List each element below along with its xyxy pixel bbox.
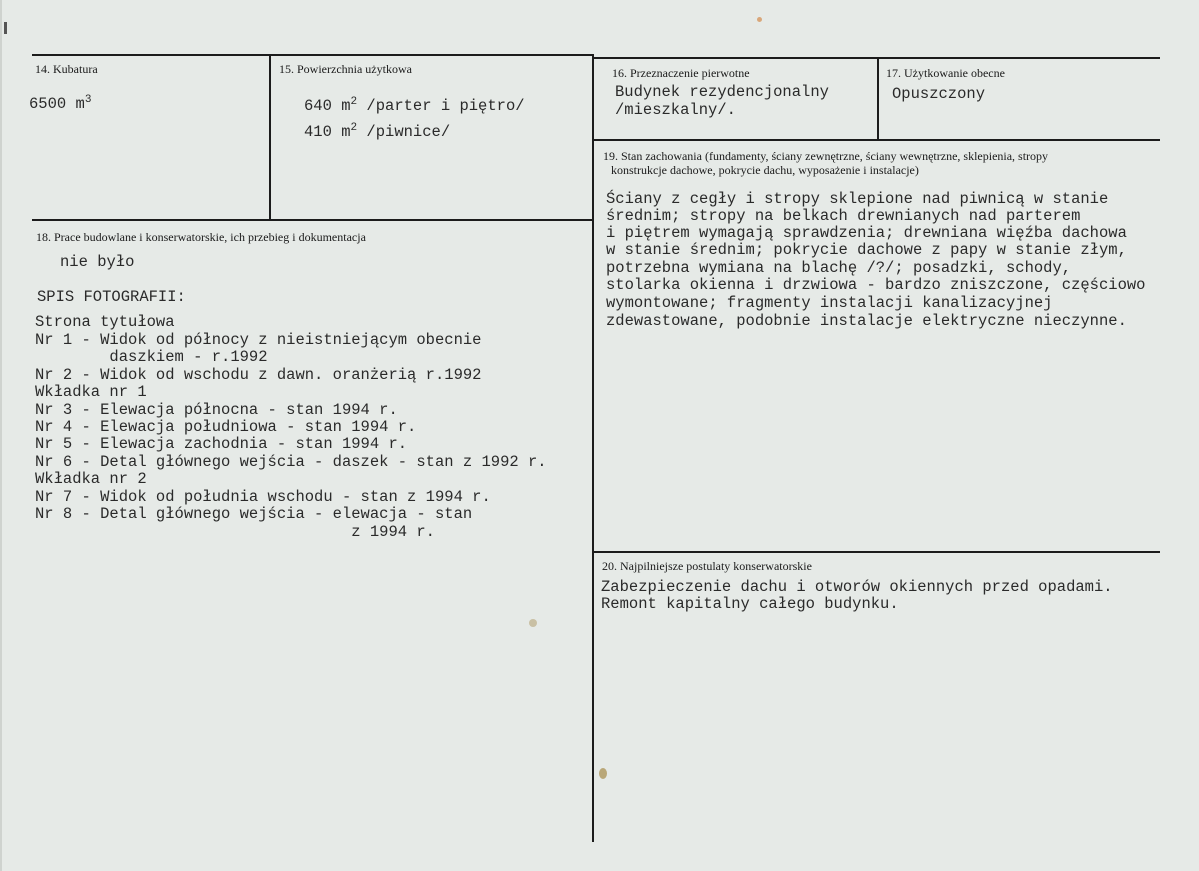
photo-list-item: Nr 4 - Elewacja południowa - stan 1994 r. bbox=[35, 418, 417, 436]
divider-16-17 bbox=[877, 57, 879, 140]
field-15-row2 bbox=[304, 124, 450, 142]
photo-list-item: Wkładka nr 2 bbox=[35, 470, 147, 488]
field-19-line-8: zdewastowane, podobnie instalacje elektryczne nieczynne. bbox=[606, 312, 1127, 330]
area-1-exponent: 2 bbox=[350, 96, 358, 108]
paper-speck bbox=[757, 17, 762, 22]
field-20-line-2: Remont kapitalny całego budynku. bbox=[601, 595, 899, 613]
photo-list-item: Nr 2 - Widok od wschodu z dawn. oranżerią r.1992 bbox=[35, 366, 482, 384]
area-1-number: 640 m bbox=[304, 97, 351, 115]
photo-list-item: Nr 5 - Elewacja zachodnia - stan 1994 r. bbox=[35, 435, 408, 453]
divider-14-15 bbox=[269, 54, 271, 220]
field-20-line-1: Zabezpieczenie dachu i otworów okiennych przed opadami. bbox=[601, 578, 1113, 596]
photos-heading: SPIS FOTOGRAFII: bbox=[37, 288, 186, 306]
paper-speck bbox=[599, 768, 607, 779]
field-19-line-4: w stanie średnim; pokrycie dachowe z papy w stanie złym, bbox=[606, 241, 1127, 259]
area-2-text: /piwnice/ bbox=[357, 123, 451, 141]
field-19-label-line-2: konstrukcje dachowe, pokrycie dachu, wyposażenie i instalacje) bbox=[611, 163, 919, 177]
kubatura-exponent: 3 bbox=[84, 94, 92, 106]
rule-under-14-15 bbox=[32, 219, 594, 221]
field-18-value: nie było bbox=[60, 253, 135, 271]
field-19-line-3: i piętrem wymagają sprawdzenia; drewniana więźba dachowa bbox=[606, 224, 1127, 242]
field-19-line-7: wymontowane; fragmenty instalacji kanalizacyjnej bbox=[606, 294, 1053, 312]
photo-list-item: Nr 3 - Elewacja północna - stan 1994 r. bbox=[35, 401, 398, 419]
photo-list-item: Nr 8 - Detal głównego wejścia - elewacja - stan bbox=[35, 505, 473, 523]
card-edge-mark bbox=[4, 22, 7, 34]
field-15-label: 15. Powierzchnia użytkowa bbox=[279, 62, 412, 76]
area-2-exponent: 2 bbox=[350, 122, 358, 134]
rule-above-20 bbox=[594, 551, 1160, 553]
photo-list-item: z 1994 r. bbox=[35, 523, 435, 541]
area-2-number: 410 m bbox=[304, 123, 351, 141]
field-19-line-5: potrzebna wymiana na blachę /?/; posadzki, schody, bbox=[606, 259, 1072, 277]
divider-main bbox=[592, 54, 594, 842]
photo-list-item: Nr 1 - Widok od północy z nieistniejącym obecnie bbox=[35, 331, 482, 349]
field-17-label: 17. Użytkowanie obecne bbox=[886, 66, 1005, 80]
top-rule bbox=[32, 54, 594, 56]
photo-list-item: Nr 7 - Widok od południa wschodu - stan z 1994 r. bbox=[35, 488, 491, 506]
field-20-label: 20. Najpilniejsze postulaty konserwatorskie bbox=[602, 559, 812, 573]
field-14-value bbox=[29, 96, 91, 114]
field-18-label: 18. Prace budowlane i konserwatorskie, ich przebieg i dokumentacja bbox=[36, 230, 366, 244]
field-15-row1 bbox=[304, 98, 525, 116]
field-19-line-1: Ściany z cegły i stropy sklepione nad piwnicą w stanie bbox=[606, 190, 1109, 208]
photo-list-item: daszkiem - r.1992 bbox=[35, 348, 268, 366]
paper-speck bbox=[529, 619, 537, 627]
field-16-line-2: /mieszkalny/. bbox=[615, 101, 736, 119]
field-14-label: 14. Kubatura bbox=[35, 62, 98, 76]
field-19-label-line-1: 19. Stan zachowania (fundamenty, ściany zewnętrzne, ściany wewnętrzne, sklepienia, stropy bbox=[603, 149, 1049, 163]
field-16-label: 16. Przeznaczenie pierwotne bbox=[612, 66, 750, 80]
kubatura-number: 6500 m bbox=[29, 95, 85, 113]
field-17-value: Opuszczony bbox=[892, 85, 986, 103]
photo-list-item: Strona tytułowa bbox=[35, 313, 175, 331]
photo-list-item: Nr 6 - Detal głównego wejścia - daszek - stan z 1992 r. bbox=[35, 453, 547, 471]
photo-list-item: Wkładka nr 1 bbox=[35, 383, 147, 401]
field-16-line-1: Budynek rezydencjonalny bbox=[615, 83, 829, 101]
field-19-line-6: stolarka okienna i drzwiowa - bardzo zniszczone, częściowo bbox=[606, 276, 1146, 294]
rule-under-16-17 bbox=[594, 139, 1160, 141]
area-1-text: /parter i piętro/ bbox=[357, 97, 525, 115]
field-19-line-2: średnim; stropy na belkach drewnianych nad parterem bbox=[606, 207, 1081, 225]
